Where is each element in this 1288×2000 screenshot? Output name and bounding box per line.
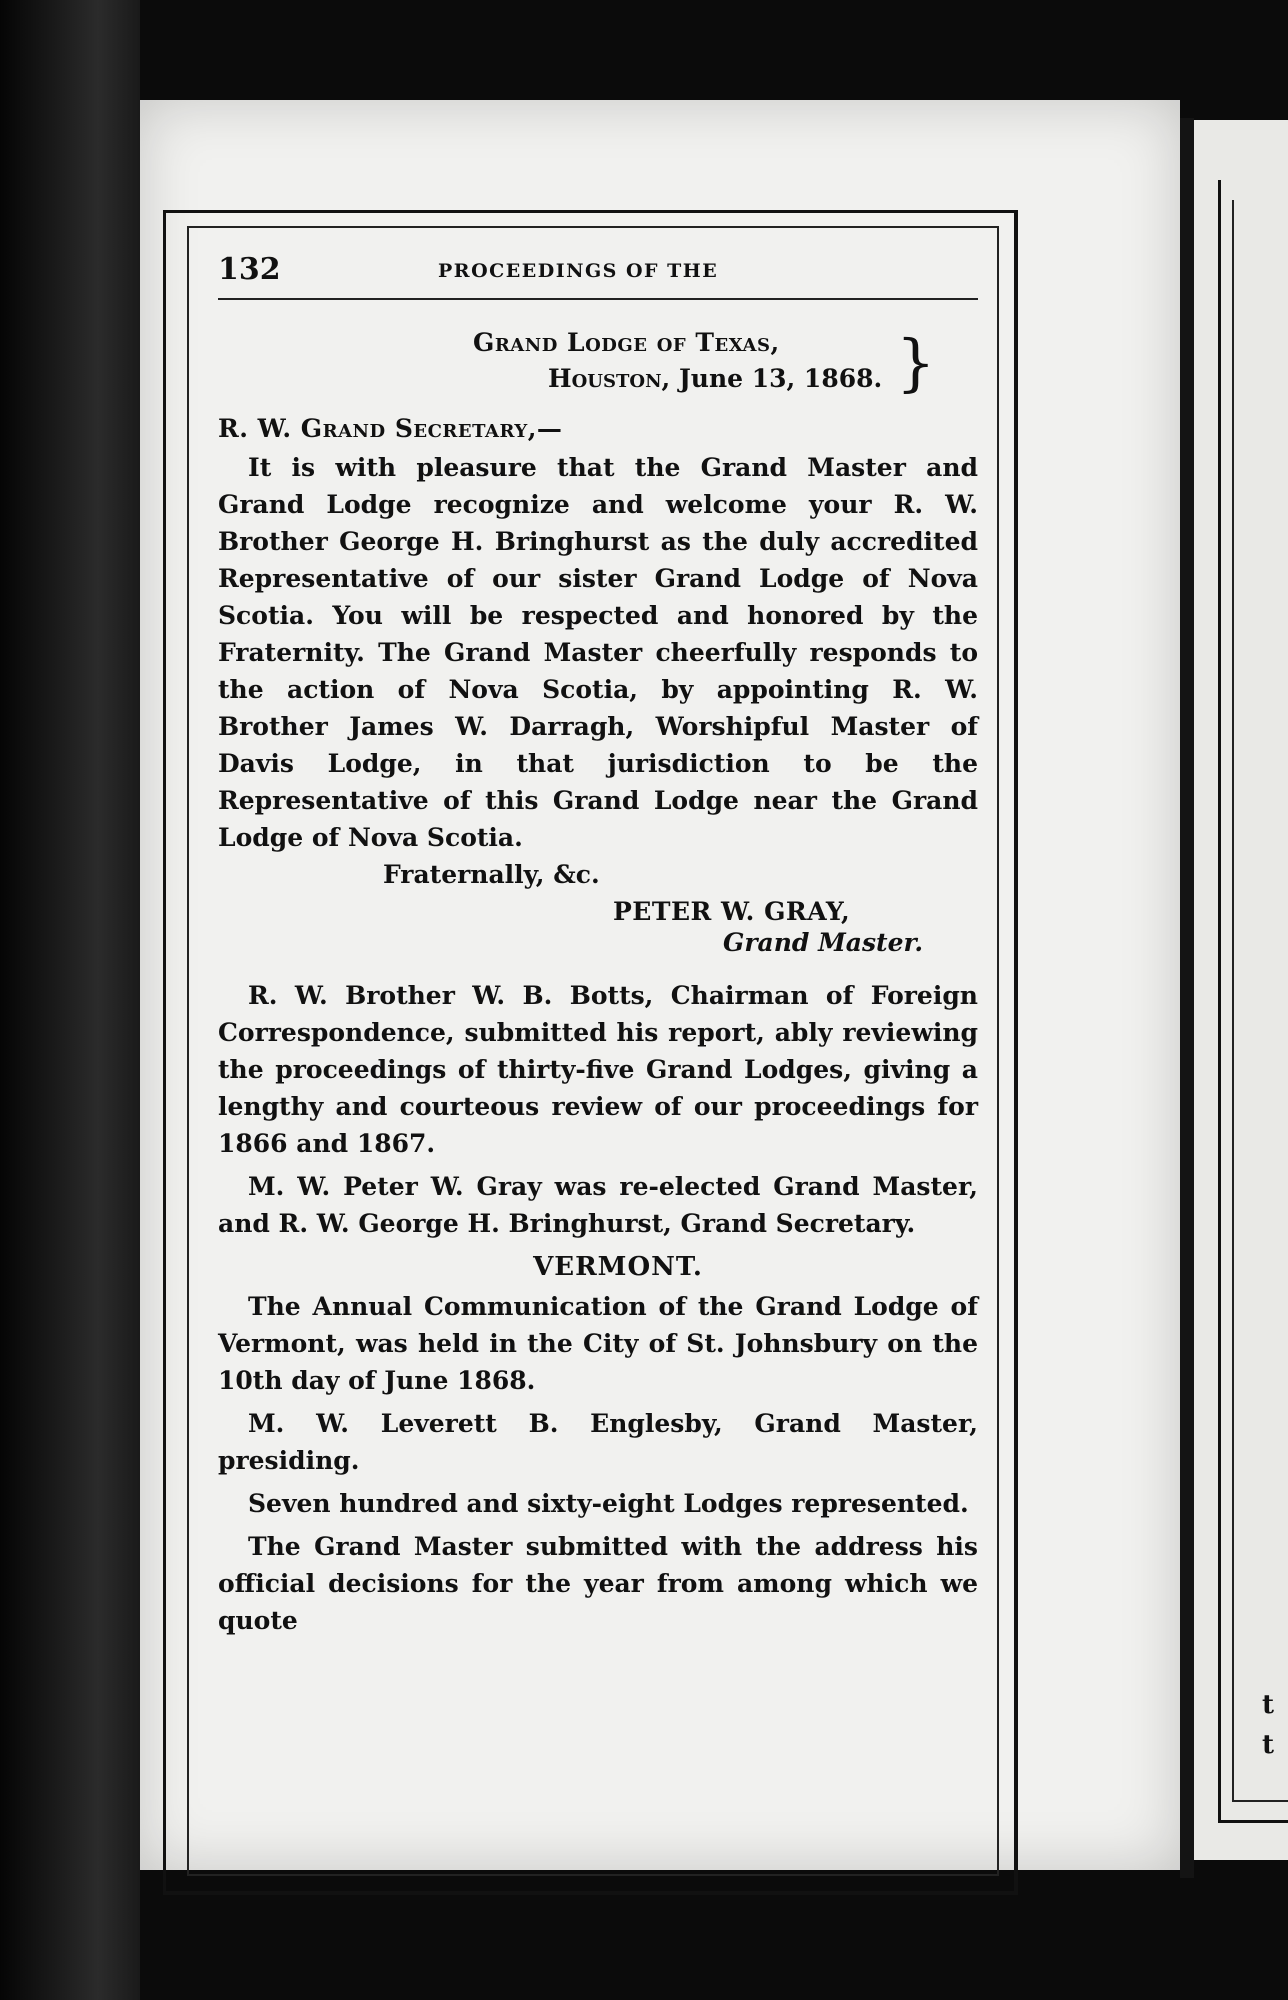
- letter-closing: Fraternally, &c.: [383, 860, 600, 889]
- letter-body: It is with pleasure that the Grand Master and Grand Lodge recognize and welcome your R. W. Brother George H. Bringhurst as the duly accredited Representative of our sister Grand Lodge of Nova Scotia. You will be respected and honored by the Fraternity. The Grand Master cheerfully responds to the action of Nova Scotia, by appointing R. W. Brother James W. Darragh, Worshipful Master of Davis Lodge, in that jurisdiction to be the Representative of this Grand Lodge near the Grand Lodge of Nova Scotia.: [218, 453, 978, 852]
- paragraph-foreign-correspondence: R. W. Brother W. B. Botts, Chairman of Foreign Correspondence, submitted his report, ably reviewing the proceedings of thirty-five Grand Lodges, giving a lengthy and courteous review of our proceedings for 1866 and 1867.: [218, 981, 978, 1158]
- spacer: [218, 957, 978, 971]
- facing-page-frame-inner: [1232, 200, 1288, 1802]
- letter-dateline: [218, 328, 978, 406]
- facing-page-glyph: t: [1262, 1730, 1275, 1760]
- page-header: [218, 250, 978, 300]
- dateline-date: , June 13, 1868.: [661, 364, 883, 393]
- paragraph-presiding: M. W. Leverett B. Englesby, Grand Master, presiding.: [218, 1409, 978, 1475]
- letter-salutation: R. W. Grand Secretary,—: [218, 414, 563, 443]
- letter-signer-name: PETER W. GRAY,: [613, 897, 851, 926]
- paragraph-official-decisions: The Grand Master submitted with the address his official decisions for the year from among which we quote: [218, 1532, 978, 1635]
- book-spine: [0, 0, 140, 2000]
- page-content: [218, 250, 978, 1639]
- page-number: 132: [218, 252, 281, 287]
- page-gutter: [1180, 118, 1194, 1878]
- dateline-lodge: Grand Lodge of Texas,: [473, 328, 780, 357]
- paragraph-annual-communication: The Annual Communication of the Grand Lodge of Vermont, was held in the City of St. Johnsbury on the 10th day of June 1868.: [218, 1292, 978, 1395]
- dateline-place-date: [548, 364, 882, 393]
- paragraph-lodges-represented: Seven hundred and sixty-eight Lodges represented.: [248, 1489, 969, 1518]
- letter-signer-title: Grand Master.: [723, 928, 924, 957]
- section-heading-vermont: VERMONT.: [533, 1252, 703, 1282]
- dateline-brace: }: [896, 326, 936, 399]
- facing-page-glyph: t: [1262, 1690, 1275, 1720]
- dateline-city: Houston: [548, 364, 662, 393]
- running-head: PROCEEDINGS OF THE: [438, 260, 719, 282]
- paragraph-election: M. W. Peter W. Gray was re-elected Grand Master, and R. W. George H. Bringhurst, Grand Secretary.: [218, 1172, 978, 1238]
